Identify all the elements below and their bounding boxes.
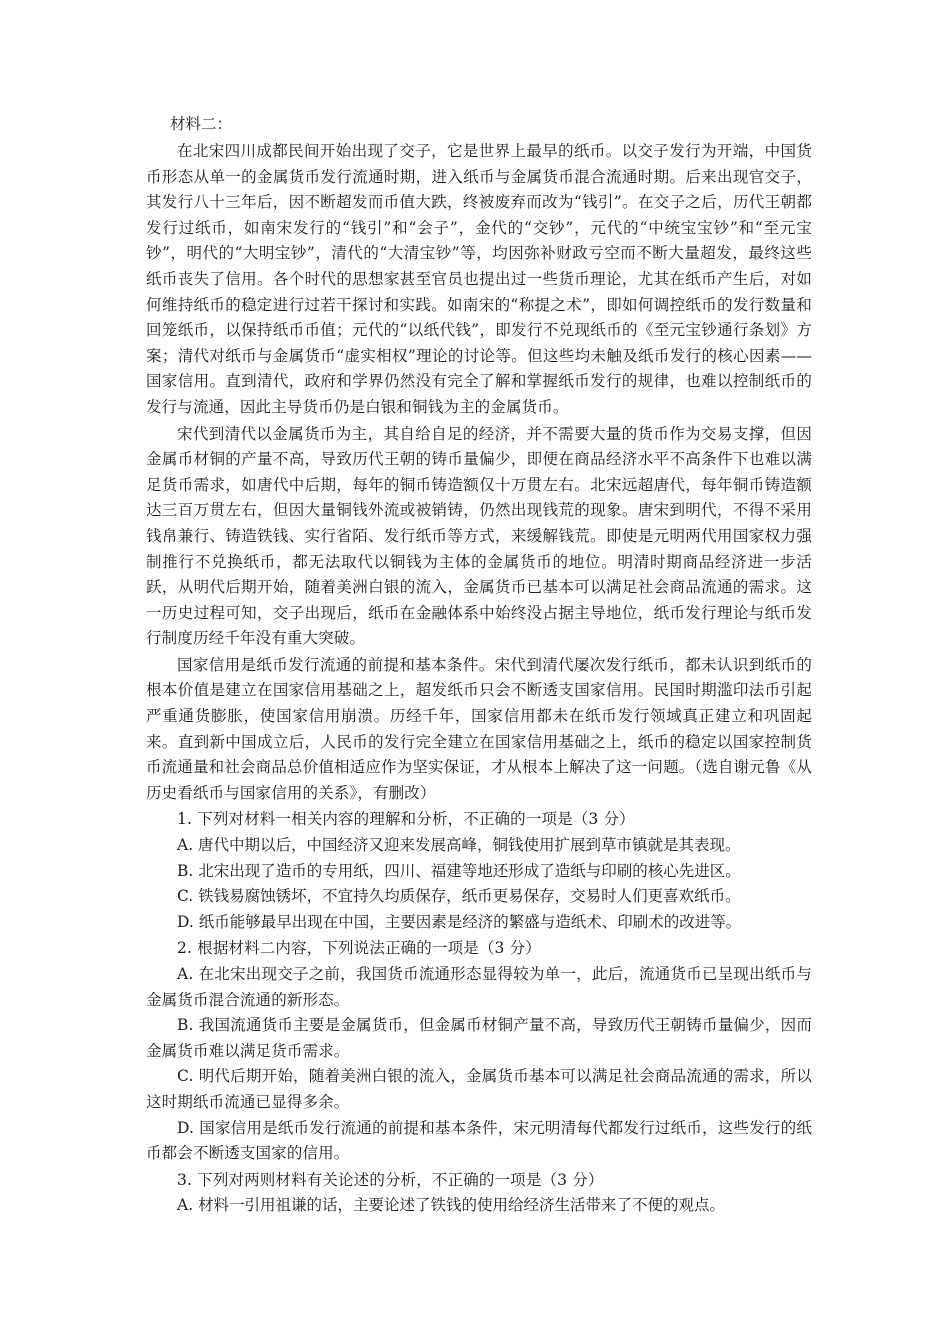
question-option: C. 铁钱易腐蚀锈坏，不宜持久均质保存，纸币更易保存，交易时人们更喜欢纸币。 [177,887,741,906]
question-stem: 2. 根据材料二内容，下列说法正确的一项是（3 分） [177,939,541,958]
question-option: B. 北宋出现了造币的专用纸，四川、福建等地还形成了造纸与印刷的核心先进区。 [177,861,741,880]
paragraph-1: 在北宋四川成都民间开始出现了交子，它是世界上最早的纸币。以交子发行为开端，中国货币形态从单一的金属货币发行流通时期，进入纸币与金属货币混合流通时期。后来出现官交子，其发行八十三年后，因不断超发而币值大跌，终被废弃而改为“钱引”。在交子之后，历代王朝都发行过纸币，如南宋发行的“钱引”和“会子”，金代的“交钞”，元代的“中统宝宝钞”和“至元宝钞”，明代的“大明宝钞”，清代的“大清宝钞”等，均因弥补财政亏空而不断大量超发，最终这些纸币丧失了信用。各个时代的思想家甚至官员也提出过一些货币理论，尤其在纸币产生后，对如何维持纸币的稳定进行过若干探讨和实践。如南宋的“称提之术”，即如何调控纸币的发行数量和回笼纸币，以保持纸币币值；元代的“以纸代钱”，即发行不兑现纸币的《至元宝钞通行条划》方案；清代对纸币与金属货币“虚实相权”理论的讨论等。但这些均未触及纸币发行的核心因素——国家信用。直到清代，政府和学界仍然没有完全了解和掌握纸币发行的规律，也难以控制纸币的发行与流通，因此主导货币仍是白银和铜钱为主的金属货币。 [146,142,812,416]
question-1 [146,807,812,935]
question-option: B. 我国流通货币主要是金属货币，但金属币材铜产量不高，导致历代王朝铸币量偏少，因而金属货币难以满足货币需求。 [146,1016,812,1060]
paragraph-3: 国家信用是纸币发行流通的前提和基本条件。宋代到清代屡次发行纸币，都未认识到纸币的根本价值是建立在国家信用基础之上，超发纸币只会不断透支国家信用。民国时期滥印法币引起严重通货膨胀，使国家信用崩溃。历经千年，国家信用都未在纸币发行领域真正建立和巩固起来。直到新中国成立后，人民币的发行完全建立在国家信用基础之上，纸币的稳定以国家控制货币流通量和社会商品总价值相适应作为坚实保证，才从根本上解决了这一问题。（选自谢元鲁《从历史看纸币与国家信用的关系》，有删改） [146,655,812,802]
question-option: C. 明代后期开始，随着美洲白银的流入，金属货币基本可以满足社会商品流通的需求，所以这时期纸币流通已显得多余。 [146,1067,812,1111]
question-option: A. 唐代中期以后，中国经济又迎来发展高峰，铜钱使用扩展到草市镇就是其表现。 [177,836,741,855]
section-heading: 材料二： [170,115,233,133]
question-stem: 1. 下列对材料一相关内容的理解和分析，不正确的一项是（3 分） [177,810,635,829]
question-stem: 3. 下列对两则材料有关论述的分析，不正确的一项是（3 分） [177,1170,604,1189]
question-option: D. 国家信用是纸币发行流通的前提和基本条件，宋元明清每代都发行过纸币，这些发行的纸币都会不断透支国家的信用。 [146,1118,812,1163]
question-option: A. 在北宋出现交子之前，我国货币流通形态显得较为单一，此后，流通货币已呈现出纸币与金属货币混合流通的新形态。 [146,965,812,1009]
question-option: D. 纸币能够最早出现在中国，主要因素是经济的繁盛与造纸术、印刷术的改进等。 [177,912,742,931]
question-3 [146,1168,812,1219]
paragraph-2: 宋代到清代以金属货币为主，其自给自足的经济，并不需要大量的货币作为交易支撑，但因金属币材铜的产量不高，导致历代王朝的铸币量偏少，即便在商品经济水平不高条件下也难以满足货币需求，如唐代中后期，每年的铜币铸造额仅十万贯左右。北宋远超唐代，每年铜币铸造额达三百万贯左右，但因大量铜钱外流或被销铸，仍然出现钱荒的现象。唐宋到明代，不得不采用钱帛兼行、铸造铁钱、实行省陌、发行纸币等方式，来缓解钱荒。即使是元明两代用国家权力强制推行不兑换纸币，都无法取代以铜钱为主体的金属货币的地位。明清时期商品经济进一步活跃，从明代后期开始，随着美洲白银的流入，金属货币已基本可以满足社会商品流通的需求。这一历史过程可知，交子出现后，纸币在金融体系中始终没占据主导地位，纸币发行理论与纸币发行制度历经千年没有重大突破。 [146,424,812,648]
question-2 [146,936,812,1166]
question-option: A. 材料一引用祖谦的话，主要论述了铁钱的使用给经济生活带来了不便的观点。 [177,1196,726,1215]
